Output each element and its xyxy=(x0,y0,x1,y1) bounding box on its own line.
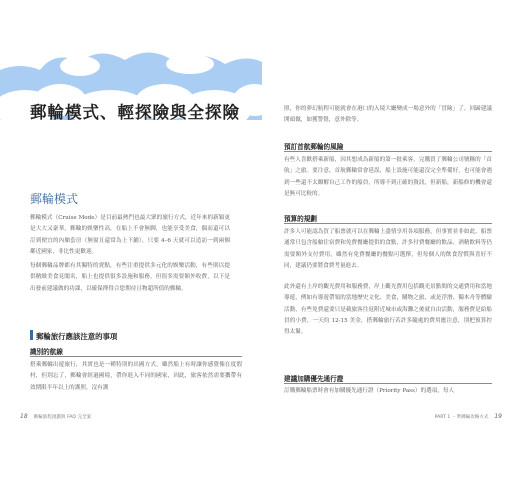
right-paragraph-4: 訂購郵輪船票時會有加購優先通行證（Priority Pass）的選項，每人 xyxy=(284,388,455,394)
cloud-header-illustration xyxy=(0,40,262,150)
item2-heading: 預算的規劃 xyxy=(284,215,317,223)
item1-heading-rule xyxy=(284,151,492,152)
right-paragraph-2: 許多人可能認為買了船票就可以在郵輪上盡情享用各項服務，但事實並非如此，船票通常只包含船艙住宿費和免費餐廳提供的食點，許多付費餐廳的飲品、酒精飲料等仍需要額外支付費用，雖然有免費餐廳的餐點可選擇，但每個人的飲食習慣與喜好不同，建議仍要將食費考量進去。 xyxy=(284,229,492,269)
left-page-number: 18 xyxy=(20,413,28,420)
body-paragraph-1: 郵輪模式（Cruise Mode）是目前最熱門也最大眾的旅行方式，近年來的新穎更是大大又豪華，郵輪的娛樂性高，在船上不會無聊，也能享受美食，偶而還可以訂到便宜的內艙套房（無窗且還常為上下鋪），只要 4–6 天就可以造訪一到兩個鄰近國家，非比性更歡迎。 xyxy=(30,215,230,255)
right-part-label: PART 1 xyxy=(434,415,451,420)
right-chapter-title: ・準郵輪攻略方式 xyxy=(451,415,489,420)
left-book-title: 郵輪旅程規劃與 FAQ 完全案 xyxy=(33,415,92,420)
body-paragraph-2: 每個郵輪品牌都有其獨特的賣點，有些注重提供多元化的娛樂活動，有些則以提供精緻美食見聞名，船上也提供很多設施和服務，但很多需要額外收費，以下是出發前建議做的功課，以確保擇得合您期待且物超所值的郵輪。 xyxy=(30,263,230,292)
subsection-heading: 郵輪旅行應該注意的事項 xyxy=(36,332,118,341)
right-footer xyxy=(435,413,502,420)
item2-heading-rule xyxy=(284,223,492,224)
item3-heading-rule xyxy=(284,383,492,384)
body-paragraph-3: 搭乘郵輪出遊旅行，其實也是一種特別的出國方式，雖然船上有時讓你感覺像在度假村，但別忘了，郵輪會經過國境，帶你進入不同的國家，因此，旅客依然需要攜帶有效期限半年以上的護照，沒有護 xyxy=(30,362,242,391)
right-paragraph-3: 此外還有上岸的觀光費用和服務費，岸上觀光費用包括觀光景點間的交通費用和當地導遊，例如有導遊帶領的當地歷史文化、美食，購物之旅，或是浮潛、獨木舟等體驗活動，有些免費還要只是載旅客往返附近城市或海灘之後就自由活動，服務費是給船員的小費，一天約 12-15 美金，搭郵輪旅行若許多隨處的費用應注意，別把預算控得太緊。 xyxy=(284,284,492,336)
item-heading-rule xyxy=(30,356,242,357)
chapter-title: 郵輪模式、輕探險與全探險 xyxy=(30,103,240,122)
left-footer xyxy=(20,413,91,420)
right-page xyxy=(262,0,520,500)
right-page-number: 19 xyxy=(494,413,502,420)
subsection-marker xyxy=(30,330,33,340)
section-heading: 郵輪模式 xyxy=(30,192,79,206)
item1-heading: 預訂首航郵輪的風險 xyxy=(284,143,344,151)
item-heading: 識別的航線 xyxy=(30,348,63,356)
right-paragraph-0: 照，你的夢幻航程可能就會在港口的入境大廳變成一場意外的「冒險」了。回歸建議開頭做，如獲警覺，意外除等。 xyxy=(284,106,492,124)
item3-heading: 建議加購優先通行證 xyxy=(284,375,344,383)
right-paragraph-1: 有些人喜歡搭乘新船，因其想成為新船的第一批乘客，完購買了郵輪公司號稱的「首航」之旅。要注意，首航郵輪常會延誤，船上設施可能還沒完全準備好，也可能會遇到一些還不太瞭解自己工作的船員，所導不到正確的資訊，但新船，新船修的機會還是無可比較的。 xyxy=(284,157,492,197)
